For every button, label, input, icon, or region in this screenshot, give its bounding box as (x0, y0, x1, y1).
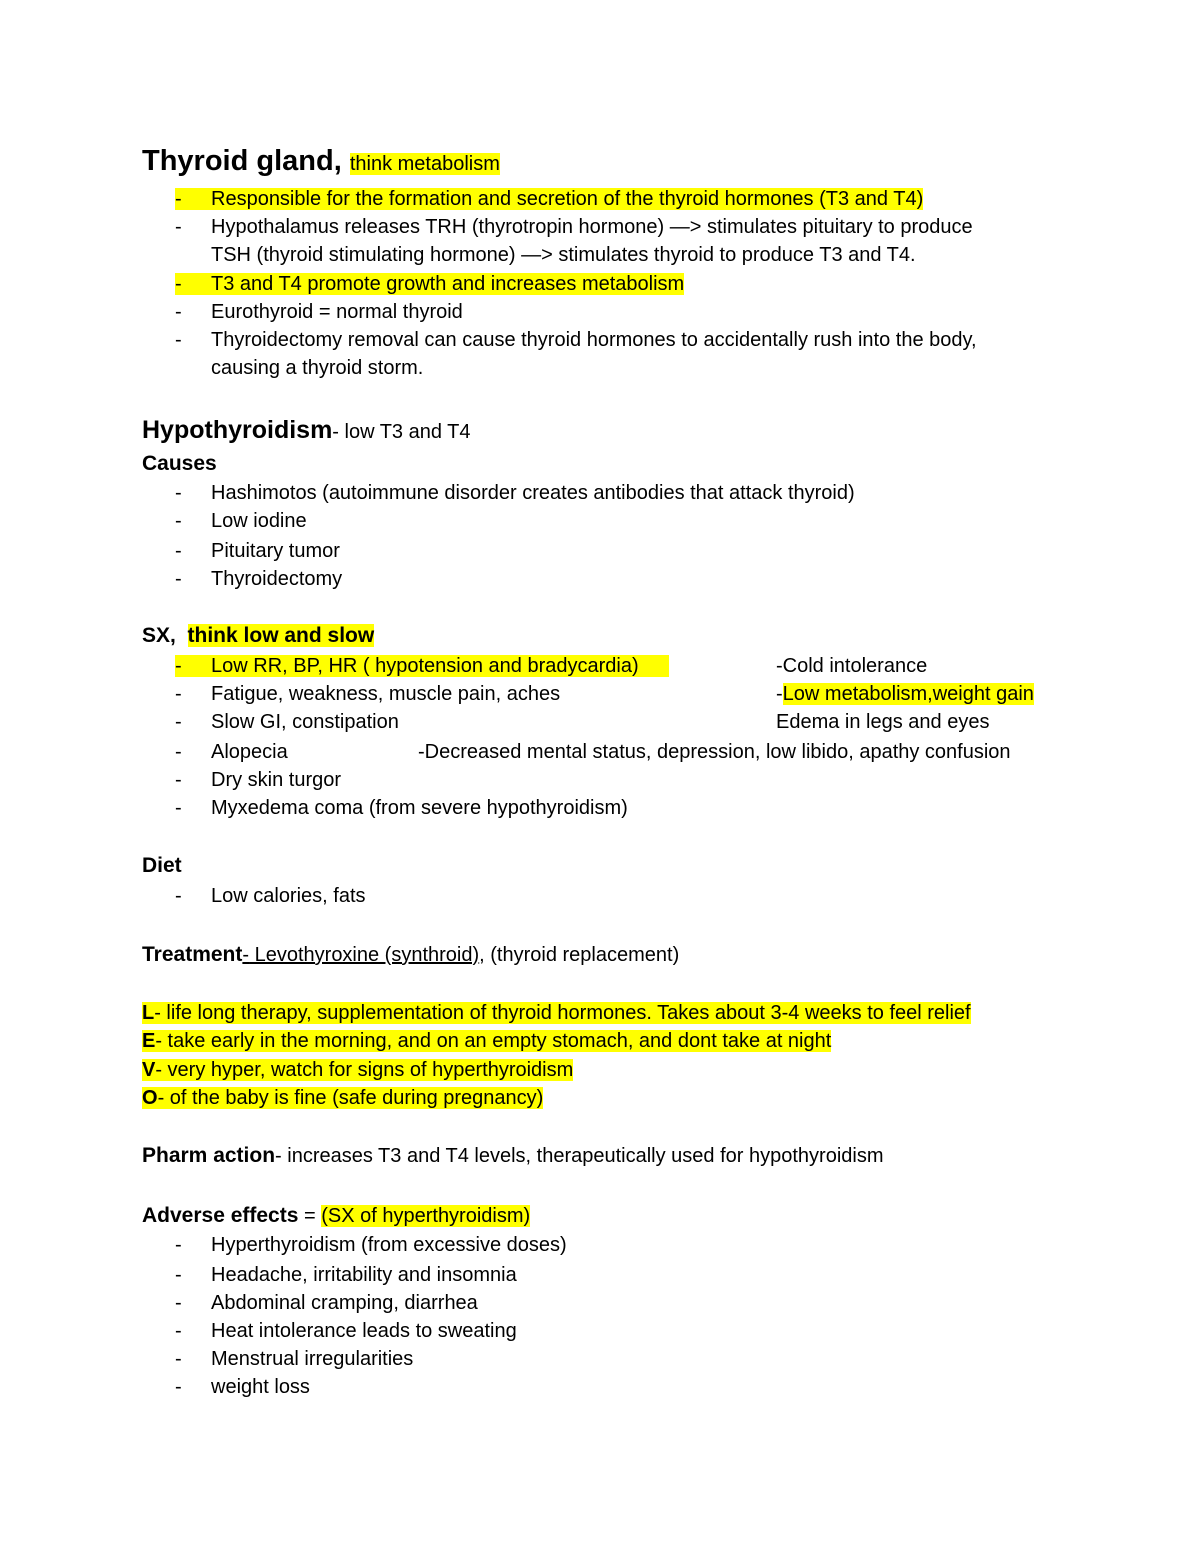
sx-note: think low and slow (187, 624, 375, 647)
bullet-dash: - (175, 1234, 182, 1256)
bullet-text: Slow GI, constipation (211, 711, 399, 733)
bullet-dash: - (175, 1376, 182, 1398)
bullet-text: Hyperthyroidism (from excessive doses) (211, 1234, 567, 1256)
title-note: think metabolism (349, 153, 500, 175)
bullet-dash: - (175, 482, 182, 504)
section-title-hypothyroidism (142, 415, 471, 447)
bullet-text: Myxedema coma (from severe hypothyroidism) (211, 797, 628, 819)
bullet-dash: - (175, 510, 182, 532)
list-item (175, 1374, 310, 1400)
list-item (175, 681, 560, 707)
list-item (175, 883, 366, 909)
bullet-text: Eurothyroid = normal thyroid (211, 301, 463, 323)
adverse-eq: = (298, 1205, 322, 1227)
mnemonic-text: - take early in the morning, and on an empty stomach, and dont take at night (155, 1030, 832, 1052)
list-item (175, 709, 399, 735)
sx-label: SX, (142, 624, 176, 647)
bullet-text: Thyroidectomy removal can cause thyroid hormones to accidentally rush into the body, (211, 329, 977, 351)
pharm-heading: Pharm action (142, 1144, 276, 1167)
bullet-text: Hashimotos (autoimmune disorder creates antibodies that attack thyroid) (211, 482, 855, 504)
list-item (175, 214, 973, 240)
list-item-continuation: causing a thyroid storm. (211, 357, 424, 379)
list-item (175, 1346, 413, 1372)
bullet-text: Fatigue, weakness, muscle pain, aches (211, 683, 561, 705)
list-item (175, 566, 342, 592)
list-item-continuation: TSH (thyroid stimulating hormone) —> stimulates thyroid to produce T3 and T4. (211, 244, 916, 266)
treatment-dash: - (242, 944, 250, 966)
list-item (175, 186, 923, 212)
bullet-dash: - (175, 683, 182, 705)
mnemonic-line (142, 1057, 573, 1083)
mnemonic-text: - of the baby is fine (safe during pregnancy) (157, 1087, 544, 1109)
mnemonic-letter: L (142, 1002, 155, 1024)
list-item (175, 327, 977, 353)
bullet-text: Dry skin turgor (211, 769, 342, 791)
list-item (175, 1290, 478, 1316)
section-title-thyroid-gland (142, 144, 500, 181)
diet-heading: Diet (142, 854, 182, 877)
side-dash: - (776, 683, 783, 705)
causes-heading: Causes (142, 452, 217, 475)
bullet-text: weight loss (211, 1376, 310, 1398)
list-item (175, 653, 669, 679)
mnemonic-line (142, 1000, 971, 1026)
bullet-dash: - (175, 741, 182, 763)
bullet-text: Heat intolerance leads to sweating (211, 1320, 517, 1342)
bullet-text: Thyroidectomy (211, 568, 343, 590)
adverse-note: (SX of hyperthyroidism) (321, 1205, 531, 1227)
sx-side-note: -Cold intolerance (776, 655, 928, 677)
bullet-dash: - (175, 188, 182, 210)
bullet-text: Abdominal cramping, diarrhea (211, 1292, 478, 1314)
treatment-note: , (thyroid replacement) (479, 944, 680, 966)
bullet-dash: - (175, 273, 182, 295)
list-item (175, 480, 855, 506)
list-item (175, 271, 684, 297)
bullet-dash: - (175, 797, 182, 819)
bullet-dash: - (175, 1292, 182, 1314)
bullet-dash: - (175, 655, 182, 677)
bullet-text: Low calories, fats (211, 885, 366, 907)
adverse-effects-line (142, 1203, 530, 1229)
bullet-dash: - (175, 568, 182, 590)
bullet-text: T3 and T4 promote growth and increases metabolism (211, 273, 685, 295)
mnemonic-letter: O (142, 1087, 158, 1109)
mnemonic-text: - life long therapy, supplementation of thyroid hormones. Takes about 3-4 weeks to feel relief (154, 1002, 971, 1024)
treatment-line (142, 942, 679, 968)
list-item (175, 739, 288, 765)
mnemonic-letter: V (142, 1059, 156, 1081)
list-item (175, 795, 628, 821)
list-item (175, 767, 341, 793)
treatment-drug: Levothyroxine (synthroid) (249, 944, 480, 966)
title-text: Hypothyroidism (142, 416, 333, 444)
bullet-dash: - (175, 885, 182, 907)
bullet-text: Alopecia (211, 741, 288, 763)
sx-side-note (776, 681, 1034, 707)
mnemonic-text: - very hyper, watch for signs of hyperthyroidism (155, 1059, 574, 1081)
title-text: Thyroid gland, (142, 145, 342, 177)
bullet-dash: - (175, 216, 182, 238)
list-item (175, 1318, 517, 1344)
bullet-text: Low iodine (211, 510, 307, 532)
pharm-text: - increases T3 and T4 levels, therapeutically used for hypothyroidism (275, 1145, 884, 1167)
bullet-dash: - (175, 1264, 182, 1286)
adverse-heading: Adverse effects (142, 1204, 299, 1227)
title-note: - low T3 and T4 (332, 421, 471, 443)
list-item (175, 508, 307, 534)
list-item (175, 538, 340, 564)
mnemonic-letter: E (142, 1030, 156, 1052)
sx-side-note: -Decreased mental status, depression, low libido, apathy confusion (418, 741, 1011, 763)
mnemonic-line (142, 1085, 543, 1111)
bullet-dash: - (175, 301, 182, 323)
sx-heading (142, 623, 374, 649)
mnemonic-line (142, 1028, 831, 1054)
bullet-dash: - (175, 769, 182, 791)
treatment-heading: Treatment (142, 943, 243, 966)
list-item (175, 1232, 567, 1258)
side-text: Low metabolism,weight gain (782, 683, 1034, 705)
bullet-text: Menstrual irregularities (211, 1348, 414, 1370)
list-item (175, 1262, 517, 1288)
pharm-action-line (142, 1143, 884, 1169)
bullet-text: Hypothalamus releases TRH (thyrotropin hormone) —> stimulates pituitary to produce (211, 216, 973, 238)
bullet-dash: - (175, 540, 182, 562)
bullet-dash: - (175, 711, 182, 733)
bullet-dash: - (175, 1348, 182, 1370)
bullet-text: Pituitary tumor (211, 540, 340, 562)
bullet-text: Low RR, BP, HR ( hypotension and bradycardia) (211, 655, 639, 677)
sx-side-note: Edema in legs and eyes (776, 711, 990, 733)
list-item (175, 299, 463, 325)
bullet-dash: - (175, 1320, 182, 1342)
bullet-text: Responsible for the formation and secretion of the thyroid hormones (T3 and T4) (211, 188, 924, 210)
bullet-dash: - (175, 329, 182, 351)
bullet-text: Headache, irritability and insomnia (211, 1264, 517, 1286)
